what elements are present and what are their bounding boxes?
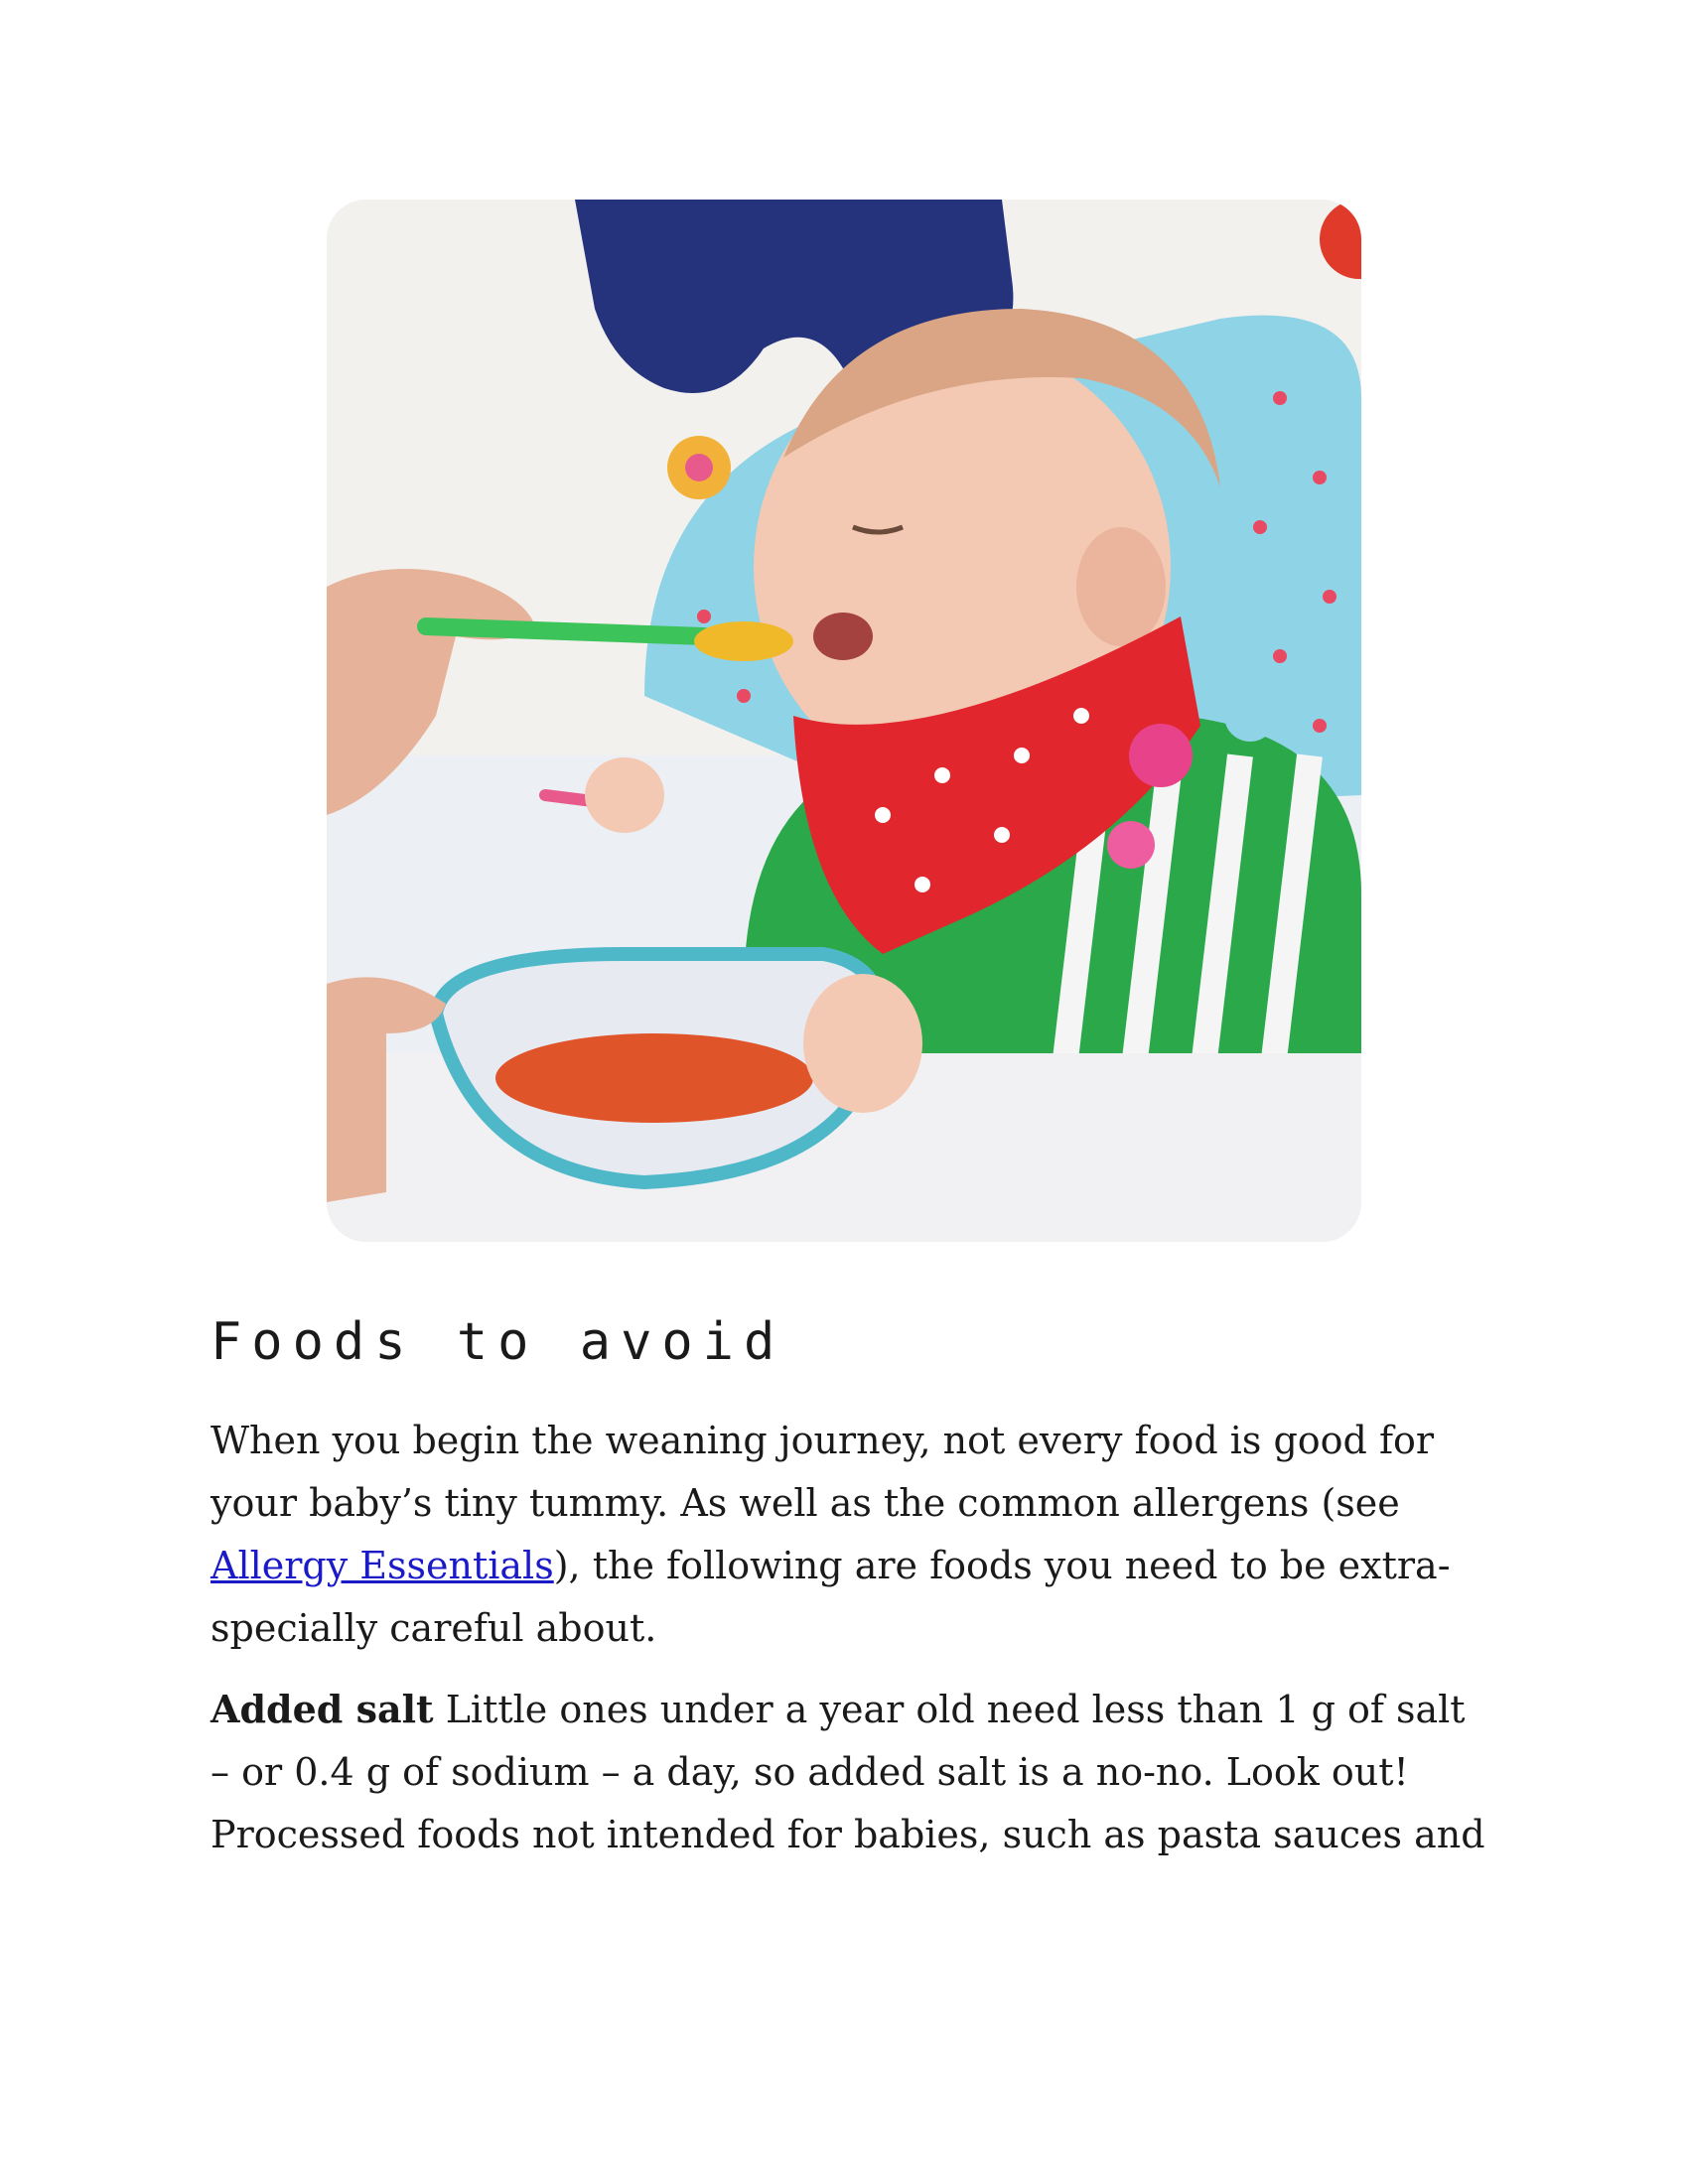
intro-text-before: When you begin the weaning journey, not every food is good for your baby’s tiny tummy. As well as the common allergens (see bbox=[211, 1419, 1435, 1525]
added-salt-label: Added salt bbox=[211, 1687, 434, 1731]
section-heading: Foods to avoid bbox=[211, 1312, 785, 1372]
added-salt-paragraph bbox=[211, 1678, 1491, 1866]
intro-paragraph bbox=[211, 1410, 1491, 1660]
baby-feeding-photo bbox=[327, 200, 1361, 1242]
photo-illustration bbox=[327, 200, 1361, 1242]
allergy-essentials-link[interactable]: Allergy Essentials bbox=[211, 1544, 554, 1587]
intro-text-after: ), the following are foods you need to be extra-specially careful about. bbox=[211, 1544, 1451, 1650]
added-salt-text: Little ones under a year old need less than 1 g of salt – or 0.4 g of sodium – a day, so added salt is a no-no. Look out! Processed foods not intended for babies, such as pasta sauces and bbox=[211, 1688, 1485, 1856]
